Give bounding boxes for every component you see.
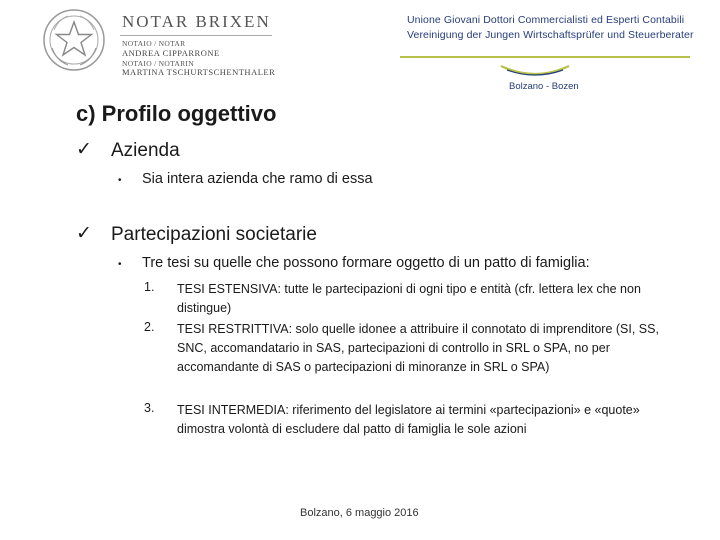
org-name-german: Vereinigung der Jungen Wirtschaftsprüfer und Steuerberater [407,29,694,41]
swoosh-icon [495,60,575,80]
notary-role-1: NOTAIO / NOTAR [122,39,186,48]
check-icon: ✓ [76,139,92,160]
ungdcec-logo [400,10,700,90]
item-partecipazioni-detail: Tre tesi su quelle che possono formare oggetto di un patto di famiglia: [142,255,590,271]
item-partecipazioni: Partecipazioni societarie [111,224,317,245]
thesis-restrittiva: TESI RESTRITTIVA: solo quelle idonee a attribuire il connotato di imprenditore (SI, SS, SNC, accomandatario in SAS, partecipazioni di controllo in SRL o SPA, no per accomandante di SAS o partecipazioni di minoranze in SRL o SPA) [177,322,659,374]
org-city: Bolzano - Bozen [509,81,579,92]
org-accent-rule [400,56,690,58]
thesis-number: 2. [144,320,155,334]
thesis-number: 3. [144,401,155,415]
notary-role-2: NOTAIO / NOTARIN [122,59,194,68]
item-azienda-detail: Sia intera azienda che ramo di essa [142,171,373,187]
notary-name-2: MARTINA TSCHURTSCHENTHALER [122,67,276,77]
notar-brixen-title: NOTAR BRIXEN [122,12,271,31]
notar-brixen-logo [42,8,282,86]
logo-divider [120,35,272,36]
bullet-icon: • [118,259,122,270]
thesis-intermedia: TESI INTERMEDIA: riferimento del legislatore ai termini «partecipazioni» e «quote» dimostra volontà di escludere dal patto di famiglia le sole azioni [177,403,640,436]
thesis-number: 1. [144,280,155,294]
bullet-icon: • [118,175,122,186]
republic-seal-icon [42,8,106,72]
check-icon: ✓ [76,223,92,244]
org-name-italian: Unione Giovani Dottori Commercialisti ed Esperti Contabili [407,14,685,26]
thesis-estensiva: TESI ESTENSIVA: tutte le partecipazioni di ogni tipo e entità (cfr. lettera lex che non distingue) [177,282,641,315]
notary-name-1: ANDREA CIPPARRONE [122,48,220,58]
item-azienda: Azienda [111,140,180,161]
slide-footer-date: Bolzano, 6 maggio 2016 [300,507,419,519]
slide-title: c) Profilo oggettivo [76,101,277,126]
